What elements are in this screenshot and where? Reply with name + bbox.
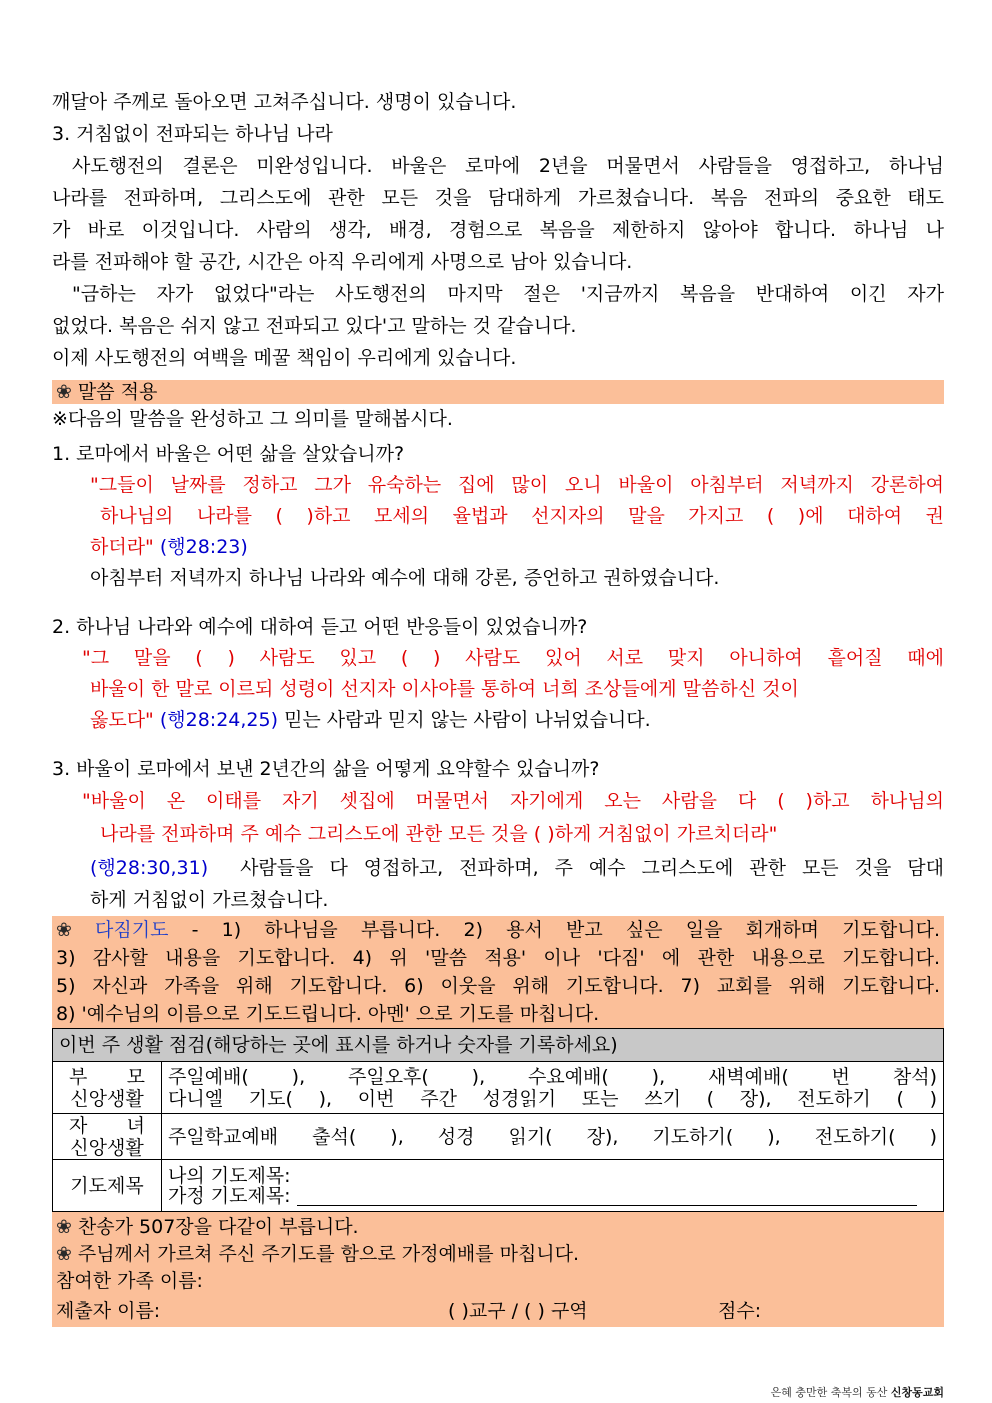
verse-line: 하더라" bbox=[90, 536, 154, 558]
lords-prayer-text: 주님께서 가르쳐 주신 주기도를 함으로 가정예배를 마칩니다. bbox=[77, 1243, 580, 1265]
footer-slogan: 은혜 충만한 축복의 동산 bbox=[770, 1386, 888, 1399]
answer-3-line-2: 하게 거침없이 가르쳤습니다. bbox=[90, 889, 329, 911]
prayer-title-label: 기도제목 bbox=[53, 1160, 162, 1212]
flower-icon: ❀ bbox=[56, 919, 90, 941]
paragraph-line: 사도행전의 결론은 미완성입니다. 바울은 로마에 2년을 머물면서 사람들을 영접하고, 하나님 bbox=[72, 155, 944, 177]
answer-3-text: 사람들을 다 영접하고, 전파하며, 주 예수 그리스도에 관한 모든 것을 담대 bbox=[240, 857, 944, 879]
parents-line-2[interactable]: 다니엘 기도( ), 이번 주간 성경읽기 또는 쓰기 ( 장), 전도하기 ( ) bbox=[168, 1087, 937, 1110]
label-sub: 신앙생활 bbox=[70, 1136, 144, 1159]
application-band bbox=[52, 380, 944, 404]
prayer-label: 다짐기도 bbox=[95, 919, 169, 941]
verse-reference: (행28:23) bbox=[159, 536, 248, 558]
verse-reference: (행28:24,25) bbox=[159, 709, 279, 731]
prayer-line-3: 5) 자신과 가족을 위해 기도합니다. 6) 이웃을 위해 기도합니다. 7) 교회를 위해 기도합니다. bbox=[56, 975, 940, 997]
spacer bbox=[52, 736, 944, 754]
verse-line: 나라를 전파하며 주 예수 그리스도에 관한 모든 것을 ( )하게 거침없이 가르치더라" bbox=[100, 823, 778, 845]
flower-icon: ❀ bbox=[56, 381, 72, 403]
hymn-line bbox=[56, 1214, 940, 1241]
prayer-line-1-text: - 1) 하나님을 부릅니다. 2) 용서 받고 싶은 일을 회개하며 기도합니다. bbox=[168, 919, 940, 941]
lords-prayer-line bbox=[56, 1241, 940, 1268]
verse-line: 옳도다" bbox=[90, 709, 154, 731]
children-label bbox=[53, 1114, 162, 1160]
prayer-line-1 bbox=[56, 916, 940, 944]
verse-2 bbox=[52, 643, 944, 736]
parents-fields[interactable] bbox=[162, 1062, 944, 1114]
family-names-field[interactable]: 참여한 가족 이름: bbox=[56, 1270, 203, 1292]
answer-1: 아침부터 저녁까지 하나님 나라와 예수에 대해 강론, 증언하고 권하였습니다. bbox=[90, 567, 720, 589]
prayer-title-fields[interactable] bbox=[162, 1160, 944, 1212]
answer-3-line-1 bbox=[52, 851, 944, 885]
intro-line: 깨달아 주께로 돌아오면 고쳐주십니다. 생명이 있습니다. bbox=[52, 91, 517, 113]
paragraph-line: "금하는 자가 없었다"라는 사도행전의 마지막 절은 '지금까지 복음을 반대하여 이긴 자가 bbox=[72, 283, 944, 305]
verse-reference: (행28:30,31) bbox=[90, 857, 209, 879]
question-3: 3. 바울이 로마에서 보낸 2년간의 삶을 어떻게 요약할수 있습니까? bbox=[52, 758, 600, 780]
label-char: 녀 bbox=[126, 1114, 145, 1137]
prayer-section bbox=[52, 916, 944, 1028]
score-field[interactable]: 점수: bbox=[718, 1300, 762, 1322]
family-prayer-input[interactable] bbox=[297, 1191, 917, 1206]
church-name: 신창동교회 bbox=[890, 1386, 944, 1399]
submitter-row bbox=[56, 1295, 940, 1327]
question-2: 2. 하나님 나라와 예수에 대하여 듣고 어떤 반응들이 있었습니까? bbox=[52, 616, 588, 638]
checklist-header: 이번 주 생활 점검(해당하는 곳에 표시를 하거나 숫자를 기록하세요) bbox=[53, 1029, 944, 1062]
label-char: 모 bbox=[126, 1065, 145, 1088]
paragraph-3: 이제 사도행전의 여백을 메꿀 책임이 우리에게 있습니다. bbox=[52, 347, 517, 369]
flower-icon: ❀ bbox=[56, 1243, 72, 1265]
label-sub: 신앙생활 bbox=[70, 1087, 144, 1110]
verse-line: "그 말을 ( ) 사람도 있고 ( ) 사람도 있어 서로 맞지 아니하여 흩어질 때에 bbox=[82, 647, 944, 669]
paragraph-line: 없었다. 복음은 쉬지 않고 전파되고 있다'고 말하는 것 같습니다. bbox=[52, 315, 577, 337]
label-char: 자 bbox=[69, 1114, 88, 1137]
question-1: 1. 로마에서 바울은 어떤 삶을 살았습니까? bbox=[52, 443, 405, 465]
children-line[interactable]: 주일학교예배 출석( ), 성경 읽기( 장), 기도하기( ), 전도하기( ) bbox=[168, 1125, 937, 1148]
weekly-checklist-table bbox=[52, 1028, 944, 1212]
paragraph-2 bbox=[52, 278, 944, 342]
band-title: 말씀 적용 bbox=[77, 381, 158, 403]
closing-section bbox=[52, 1212, 944, 1327]
verse-line: "그들이 날짜를 정하고 그가 유숙하는 집에 많이 오니 바울이 아침부터 저녁까지 강론하여 bbox=[90, 474, 944, 496]
spacer bbox=[52, 594, 944, 612]
my-prayer-label: 나의 기도제목: bbox=[168, 1164, 291, 1187]
paragraph-1 bbox=[52, 150, 944, 278]
parents-label bbox=[53, 1062, 162, 1114]
footer bbox=[771, 1384, 944, 1400]
submitter-field[interactable]: 제출자 이름: bbox=[56, 1300, 161, 1322]
hymn-text: 찬송가 507장을 다같이 부릅니다. bbox=[77, 1216, 359, 1238]
label-char: 부 bbox=[69, 1065, 88, 1088]
verse-line: "바울이 온 이태를 자기 셋집에 머물면서 자기에게 오는 사람을 다 ( )하고 하나님의 bbox=[82, 790, 944, 812]
section-heading: 3. 거침없이 전파되는 하나님 나라 bbox=[52, 123, 333, 145]
instruction: ※다음의 말씀을 완성하고 그 의미를 말해봅시다. bbox=[52, 408, 453, 430]
verse-1 bbox=[52, 470, 944, 563]
parents-line-1[interactable]: 주일예배( ), 주일오후( ), 수요예배( ), 새벽예배( 번 참석) bbox=[168, 1065, 937, 1088]
paragraph-line: 나라를 전파하며, 그리스도에 관한 모든 것을 담대하게 가르쳤습니다. 복음 전파의 중요한 태도 bbox=[52, 187, 944, 209]
paragraph-line: 라를 전파해야 할 공간, 시간은 아직 우리에게 사명으로 남아 있습니다. bbox=[52, 251, 633, 273]
district-field[interactable]: ( )교구 / ( ) 구역 bbox=[448, 1300, 588, 1322]
prayer-line-4: 8) '예수님의 이름으로 기도드립니다. 아멘' 으로 기도를 마칩니다. bbox=[56, 1003, 600, 1025]
prayer-line-2: 3) 감사할 내용을 기도합니다. 4) 위 '말씀 적용' 이나 '다짐' 에 관한 내용으로 기도합니다. bbox=[56, 947, 940, 969]
verse-3 bbox=[52, 785, 944, 851]
verse-line: 하나님의 나라를 ( )하고 모세의 율법과 선지자의 말을 가지고 ( )에 대하여 권 bbox=[100, 505, 944, 527]
children-fields[interactable] bbox=[162, 1114, 944, 1160]
paragraph-line: 가 바로 이것입니다. 사람의 생각, 배경, 경험으로 복음을 제한하지 않아야 합니다. 하나님 나 bbox=[52, 219, 944, 241]
family-prayer-label: 가정 기도제목: bbox=[168, 1184, 291, 1207]
answer-2: 믿는 사람과 믿지 않는 사람이 나뉘었습니다. bbox=[284, 709, 651, 731]
verse-line: 바울이 한 말로 이르되 성령이 선지자 이사야를 통하여 너희 조상들에게 말씀하신 것이 bbox=[90, 678, 799, 700]
flower-icon: ❀ bbox=[56, 1216, 72, 1238]
document-page bbox=[52, 86, 944, 1327]
